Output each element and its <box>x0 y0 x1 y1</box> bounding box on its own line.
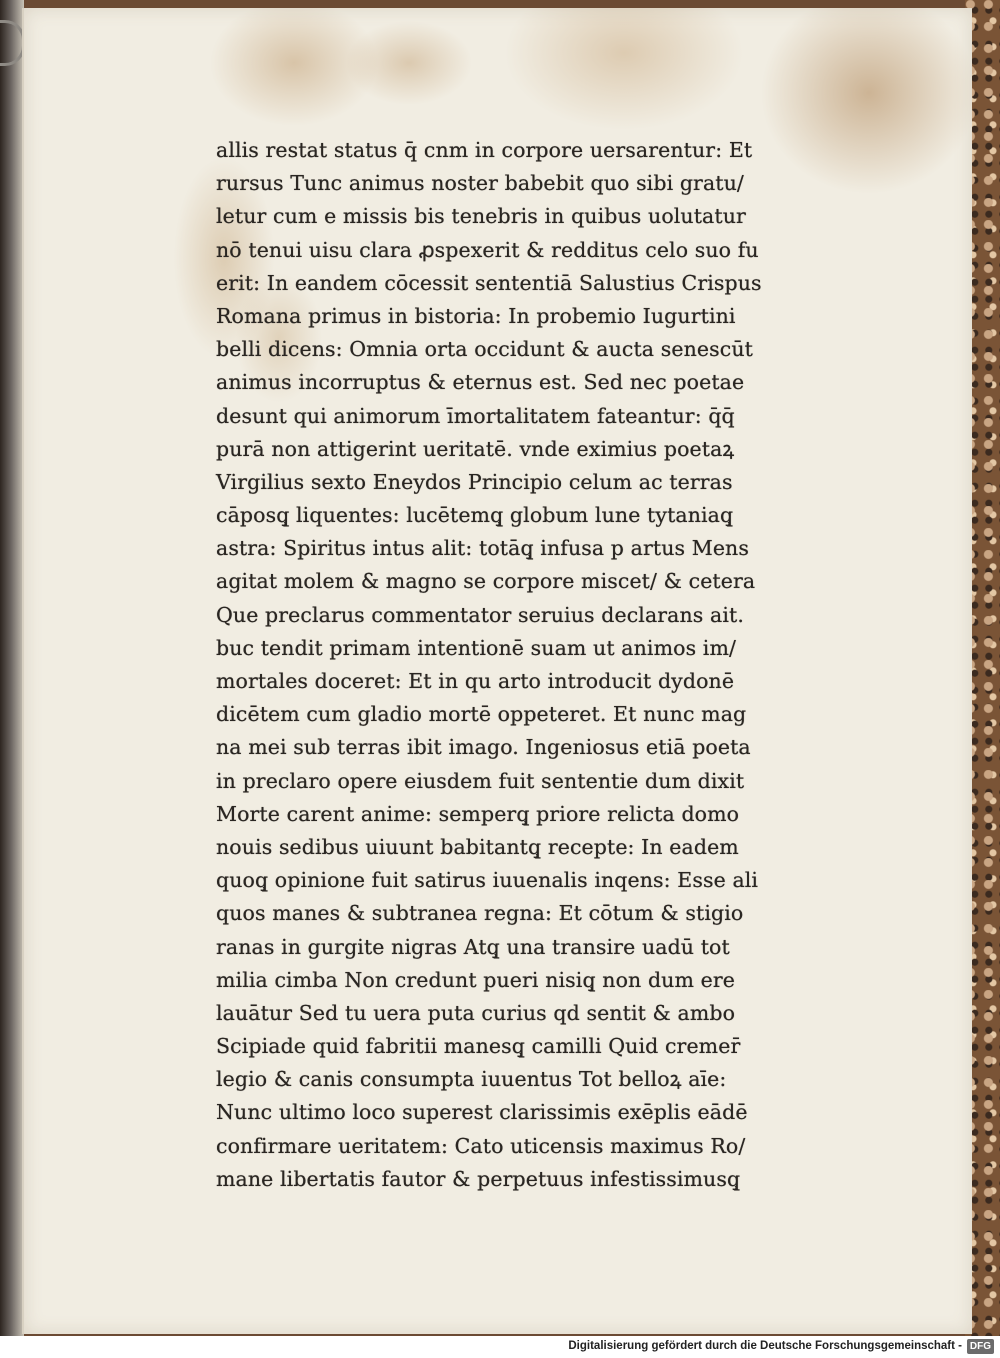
text-line: in preclaro opere eiusdem fuit sententie dum dixit <box>216 768 745 793</box>
text-line: letur cum e missis bis tenebris in quibus uolutatur <box>216 204 746 229</box>
text-line: Virgilius sexto Eneydos Principio celum ac terras <box>216 469 733 494</box>
text-line: dicētem cum gladio mortē oppeteret. Et nunc mag <box>216 702 747 727</box>
text-line: mane libertatis fautor & perpetuus infestissimusq̧ <box>216 1166 741 1191</box>
text-line: erit: In eandem cōcessit sententiā Salustius Crispus <box>216 270 762 295</box>
text-line: quoq̧ opinione fuit satirus iuuenalis inqens: Esse ali <box>216 868 759 893</box>
text-line: mortales doceret: Et in qu arto introducit dydonē <box>216 669 735 693</box>
text-line: nō tenui uisu clara ꝓspexerit & redditus celo suo fu <box>216 237 759 262</box>
text-line: animus incorruptus & eternus est. Sed nec poetae <box>216 370 745 395</box>
footer-credit: Digitalisierung gefördert durch die Deutsche Forschungsgemeinschaft - <box>568 1340 962 1352</box>
text-line: cāposq̧ liquentes: lucētemq̧ globum lune tytaniaq̧ <box>216 503 734 528</box>
text-line: belli dicens: Omnia orta occidunt & aucta senescūt <box>216 337 753 362</box>
text-line: agitat molem & magno se corpore miscet/ & cetera <box>216 569 756 594</box>
text-line: desunt qui animorum īmortalitatem fateantur: q̄q̄ <box>216 403 735 428</box>
text-line: Morte carent anime: semperq̧ priore relicta domo <box>216 801 740 826</box>
text-line: allis restat status q̄ cnm in corpore uersarentur: Et <box>216 138 753 162</box>
text-line: buc tendit primam intentionē suam ut animos im/ <box>216 635 737 660</box>
text-line: na mei sub terras ibit imago. Ingeniosus etiā poeta <box>216 735 751 760</box>
text-block <box>216 134 776 1196</box>
text-line: quos manes & subtranea regna: Et cōtum & stigio <box>216 901 744 926</box>
text-line: Romana primus in bistoria: In probemio Iugurtini <box>216 303 736 328</box>
text-line: confirmare ueritatem: Cato uticensis maximus Ro/ <box>216 1133 746 1158</box>
paper-leaf <box>22 8 972 1334</box>
footer-bar <box>0 1336 1000 1358</box>
text-line: astra: Spiritus intus alit: totāq̧ infusa p artus Mens <box>216 536 749 561</box>
dfg-logo-icon: DFG <box>967 1339 994 1354</box>
text-line: Nunc ultimo loco superest clarissimis exēplis eādē <box>216 1100 748 1125</box>
text-line: purā non attigerint ueritatē. vnde eximius poetaꝝ <box>216 436 735 461</box>
text-line: milia cimba Non credunt pueri nisiq̧ non dum ere <box>216 967 735 992</box>
text-line: rursus Tunc animus noster babebit quo sibi gratu/ <box>216 171 744 196</box>
text-line: lauātur Sed tu uera puta curius qd sentit & ambo <box>216 1000 736 1025</box>
text-line: nouis sedibus uiuunt babitantq̧ recepte: In eadem <box>216 834 739 859</box>
text-line: Scipiade quid fabritii manesq̧ camilli Quid cremer̄ <box>216 1034 741 1059</box>
text-line: Que preclarus commentator seruius declarans ait. <box>216 602 744 627</box>
book-gutter <box>0 0 24 1336</box>
text-line: legio & canis consumpta iuuentus Tot belloꝝ aīe: <box>216 1067 727 1092</box>
text-line: ranas in gurgite nigras Atq̧ una transire uadū tot <box>216 934 730 959</box>
